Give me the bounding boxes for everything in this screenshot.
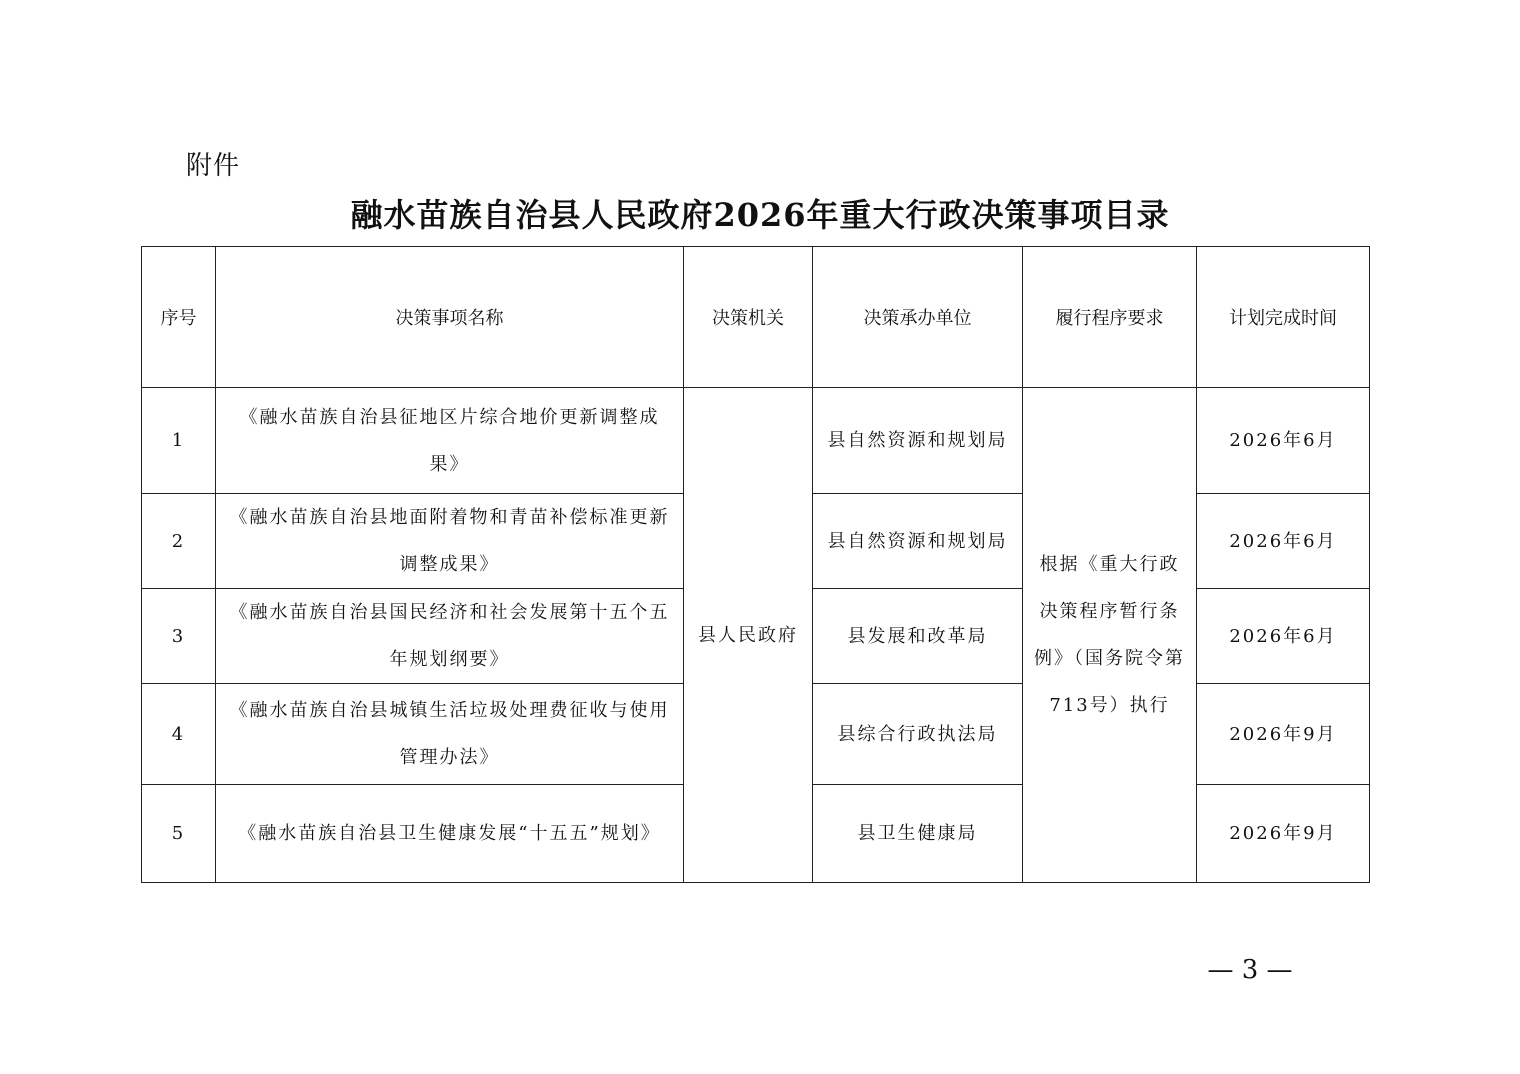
row-no: 2 — [142, 494, 216, 589]
header-time: 计划完成时间 — [1197, 247, 1370, 388]
row-no: 4 — [142, 684, 216, 785]
row-unit: 县发展和改革局 — [813, 589, 1023, 684]
table-row — [142, 388, 1370, 494]
page-number: — 3 — — [1207, 955, 1293, 985]
table-header-row — [142, 247, 1370, 388]
decision-authority: 县人民政府 — [684, 388, 813, 883]
row-no: 3 — [142, 589, 216, 684]
header-no: 序号 — [142, 247, 216, 388]
row-item-name: 《融水苗族自治县国民经济和社会发展第十五个五年规划纲要》 — [216, 589, 684, 684]
row-item-name: 《融水苗族自治县地面附着物和青苗补偿标准更新调整成果》 — [216, 494, 684, 589]
row-time: 2026年6月 — [1197, 494, 1370, 589]
header-unit: 决策承办单位 — [813, 247, 1023, 388]
row-time: 2026年9月 — [1197, 785, 1370, 883]
row-time: 2026年6月 — [1197, 388, 1370, 494]
row-item-name: 《融水苗族自治县卫生健康发展“十五五”规划》 — [216, 785, 684, 883]
page-title: 融水苗族自治县人民政府2026年重大行政决策事项目录 — [350, 196, 1170, 234]
row-unit: 县自然资源和规划局 — [813, 388, 1023, 494]
row-item-name: 《融水苗族自治县城镇生活垃圾处理费征收与使用管理办法》 — [216, 684, 684, 785]
row-unit: 县自然资源和规划局 — [813, 494, 1023, 589]
row-no: 1 — [142, 388, 216, 494]
row-time: 2026年9月 — [1197, 684, 1370, 785]
procedure-requirement: 根据《重大行政决策程序暂行条例》（国务院令第713号）执行 — [1023, 388, 1197, 883]
row-unit: 县综合行政执法局 — [813, 684, 1023, 785]
header-authority: 决策机关 — [684, 247, 813, 388]
row-no: 5 — [142, 785, 216, 883]
row-unit: 县卫生健康局 — [813, 785, 1023, 883]
row-item-name: 《融水苗族自治县征地区片综合地价更新调整成果》 — [216, 388, 684, 494]
attachment-label: 附件 — [186, 151, 241, 181]
header-item-name: 决策事项名称 — [216, 247, 684, 388]
row-time: 2026年6月 — [1197, 589, 1370, 684]
decision-catalog-table — [141, 246, 1370, 883]
header-procedure: 履行程序要求 — [1023, 247, 1197, 388]
